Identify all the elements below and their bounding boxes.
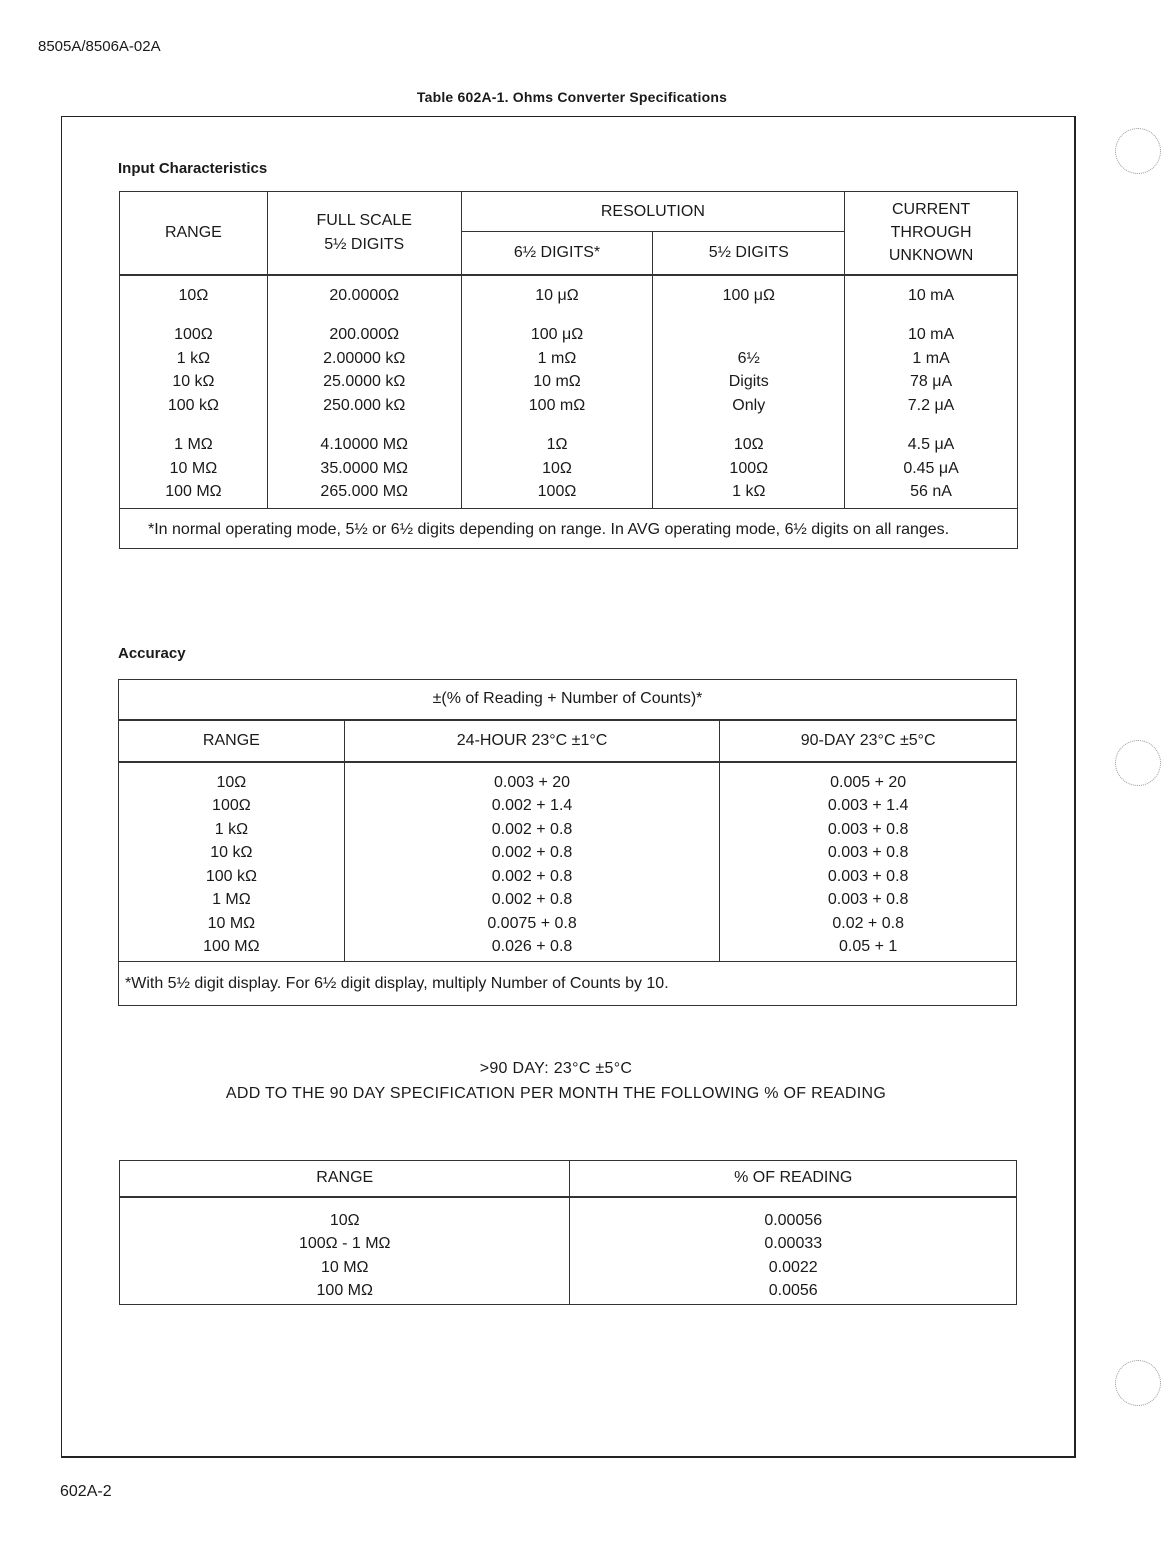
cell: 10Ω — [329, 1211, 360, 1229]
cell: 10Ω — [178, 286, 209, 304]
header-current-line2: THROUGH — [890, 224, 972, 242]
range-column — [120, 275, 268, 509]
cell: 0.0022 — [768, 1258, 818, 1276]
cell: 0.002 + 0.8 — [491, 891, 573, 908]
cell: Only — [732, 396, 766, 414]
cell: 100Ω — [174, 326, 213, 343]
cell: 25.0000 kΩ — [323, 373, 406, 390]
cell: 1 MΩ — [212, 891, 251, 908]
cell: 0.002 + 1.4 — [491, 797, 573, 814]
long-term-table — [119, 1160, 1017, 1305]
long-term-line1: >90 DAY: 23°C ±5°C — [479, 1060, 633, 1077]
cell: 0.02 + 0.8 — [832, 914, 904, 932]
cell: 10 mΩ — [533, 373, 581, 390]
accuracy-footnote: *With 5½ digit display. For 6½ digit display, multiply Number of Counts by 10. — [119, 962, 1017, 1006]
cell: 10 μΩ — [535, 286, 579, 304]
section-label-input-characteristics: Input Characteristics — [118, 160, 268, 177]
cell: 4.5 μA — [907, 436, 955, 453]
cell: 0.00056 — [764, 1211, 823, 1229]
header-percent-of-reading: % OF READING — [570, 1161, 1017, 1197]
current-column — [845, 275, 1018, 509]
cell: 0.003 + 0.8 — [827, 891, 909, 908]
cell: 1Ω — [546, 436, 568, 453]
header-full-scale — [267, 192, 461, 275]
section-label-accuracy: Accuracy — [118, 645, 186, 662]
cell: 10Ω — [733, 436, 764, 453]
header-full-scale-line2: 5½ DIGITS — [324, 235, 405, 253]
punch-hole-middle — [1115, 740, 1161, 786]
resolution-6-5-column — [461, 275, 653, 509]
cell: 100Ω — [537, 483, 577, 500]
page-number: 602A-2 — [60, 1483, 112, 1500]
cell: 6½ — [737, 349, 760, 367]
header-range: RANGE — [119, 720, 345, 762]
cell: 0.003 + 0.8 — [827, 820, 909, 838]
cell: 0.002 + 0.8 — [491, 844, 573, 861]
cell: 10 MΩ — [320, 1258, 369, 1276]
cell: 10 MΩ — [169, 459, 218, 477]
cell: 35.0000 MΩ — [320, 459, 408, 477]
cell: 1 kΩ — [214, 820, 249, 838]
cell: 0.45 μA — [903, 459, 959, 477]
header-current-line3: UNKNOWN — [888, 247, 974, 265]
cell: 0.003 + 1.4 — [827, 797, 909, 814]
resolution-5-5-column — [653, 275, 845, 509]
cell: 0.002 + 0.8 — [491, 820, 573, 838]
range-column — [119, 762, 345, 962]
punch-hole-top — [1115, 128, 1161, 174]
cell: 250.000 kΩ — [323, 396, 406, 414]
full-scale-column — [267, 275, 461, 509]
input-characteristics-footnote: *In normal operating mode, 5½ or 6½ digits depending on range. In AVG operating mode, 6½ digits on all ranges. — [120, 509, 1018, 549]
header-resolution: RESOLUTION — [461, 192, 845, 232]
accuracy-title-row: ±(% of Reading + Number of Counts)* — [119, 680, 1017, 720]
cell: 100Ω — [729, 459, 769, 477]
header-range: RANGE — [120, 192, 268, 275]
cell: 100 μΩ — [530, 326, 584, 343]
header-current-line1: CURRENT — [891, 201, 971, 219]
cell: 265.000 MΩ — [320, 483, 408, 500]
cell: 20.0000Ω — [329, 286, 400, 304]
cell: 1 MΩ — [174, 436, 213, 453]
90-day-column — [720, 762, 1017, 962]
header-res-5-5-digits: 5½ DIGITS — [653, 232, 845, 275]
cell: 100Ω — [212, 797, 251, 814]
24-hour-column — [344, 762, 720, 962]
cell: 1 mA — [912, 349, 950, 367]
percent-column — [570, 1197, 1017, 1305]
cell: 78 μA — [909, 373, 953, 390]
cell: 0.00033 — [764, 1235, 823, 1252]
cell: 0.002 + 0.8 — [491, 867, 573, 885]
cell: 100 MΩ — [165, 483, 222, 500]
cell: 200.000Ω — [329, 326, 400, 343]
cell: 10Ω — [216, 773, 247, 791]
punch-hole-bottom — [1115, 1360, 1161, 1406]
cell: 100 MΩ — [203, 938, 260, 955]
cell: 10Ω — [542, 459, 572, 477]
cell: 1 kΩ — [176, 349, 211, 367]
cell: 0.0075 + 0.8 — [487, 914, 577, 932]
cell: 7.2 μA — [907, 396, 955, 414]
cell: 100 kΩ — [205, 867, 257, 885]
header-range: RANGE — [120, 1161, 570, 1197]
cell: 0.003 + 20 — [494, 773, 571, 791]
header-full-scale-line1: FULL SCALE — [316, 211, 412, 229]
cell: 0.05 + 1 — [839, 938, 898, 955]
header-current — [845, 192, 1018, 275]
cell: 0.005 + 20 — [830, 773, 907, 791]
cell: 2.00000 kΩ — [323, 349, 406, 367]
header-res-6-5-digits: 6½ DIGITS* — [461, 232, 653, 275]
cell: 100 mΩ — [528, 396, 586, 414]
cell: 100 kΩ — [167, 396, 219, 414]
cell: 100 MΩ — [316, 1282, 373, 1299]
header-24-hour: 24-HOUR 23°C ±1°C — [344, 720, 720, 762]
cell: 4.10000 MΩ — [320, 436, 408, 453]
header-90-day: 90-DAY 23°C ±5°C — [720, 720, 1017, 762]
cell: 10 mA — [907, 286, 955, 304]
cell: 0.026 + 0.8 — [491, 938, 573, 955]
long-term-line2: ADD TO THE 90 DAY SPECIFICATION PER MONTH THE FOLLOWING % OF READING — [225, 1085, 887, 1102]
cell: 100Ω - 1 MΩ — [298, 1235, 391, 1252]
cell: Digits — [728, 373, 769, 390]
cell: 56 nA — [910, 483, 952, 500]
table-title: Table 602A-1. Ohms Converter Specifications — [416, 89, 728, 105]
cell: 1 mΩ — [537, 349, 577, 367]
cell: 10 MΩ — [207, 914, 256, 932]
cell: 10 mA — [907, 326, 955, 343]
cell: 10 kΩ — [210, 844, 253, 861]
document-id: 8505A/8506A-02A — [38, 38, 161, 55]
cell — [653, 323, 844, 347]
cell: 10 kΩ — [172, 373, 215, 390]
cell: 0.0056 — [768, 1282, 818, 1299]
range-column — [120, 1197, 570, 1305]
cell: 1 kΩ — [732, 483, 766, 500]
cell: 0.003 + 0.8 — [827, 844, 909, 861]
cell: 100 μΩ — [722, 286, 775, 304]
input-characteristics-table — [119, 191, 1018, 549]
cell: 0.003 + 0.8 — [827, 867, 909, 885]
accuracy-table — [118, 679, 1017, 1006]
